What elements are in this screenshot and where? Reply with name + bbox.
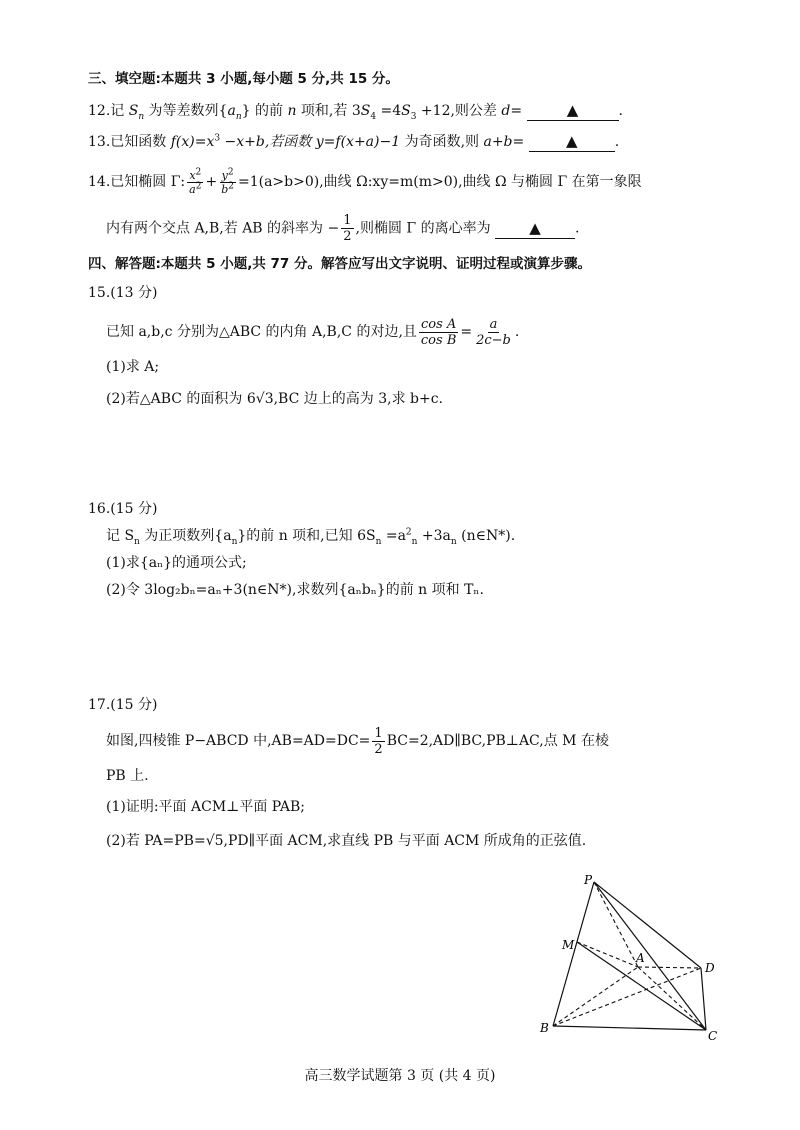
q16-title: 16.(15 分) xyxy=(88,501,158,517)
question-12 xyxy=(88,101,623,121)
q15-cosB: cos B xyxy=(420,332,457,348)
q17-stem xyxy=(106,726,609,756)
q14-sq: 2 xyxy=(195,180,202,191)
q17-part-1: (1)证明:平面 ACM⊥平面 PAB; xyxy=(106,799,306,815)
q14-frac-y xyxy=(219,166,236,196)
q15-eq: = xyxy=(460,324,473,340)
q13-fx: f(x)=x xyxy=(170,134,215,150)
q17-text: 如图,四棱锥 P−ABCD 中,AB=AD=DC= xyxy=(106,733,371,749)
q16-stem xyxy=(106,526,515,546)
edge-BC xyxy=(553,1026,706,1030)
q12-s: S xyxy=(401,103,411,119)
q15-text: ,BC 边上的高为 3,求 b+c. xyxy=(273,391,444,407)
q16-text: +3a xyxy=(417,528,451,544)
edge-AB xyxy=(553,967,638,1026)
q12-end: . xyxy=(618,103,623,119)
q14-a: a xyxy=(189,182,196,196)
q12-sub-n: n xyxy=(235,111,242,122)
q12-text: 项和,若 3 xyxy=(296,103,361,119)
q14-frac-x xyxy=(187,166,203,196)
q14-text: 14.已知椭圆 Γ: xyxy=(88,174,186,190)
q16-sub: n xyxy=(450,536,457,547)
q15-sqrt: √3 xyxy=(255,391,274,407)
q14-b: b xyxy=(221,182,229,196)
q12-s: S xyxy=(128,103,139,119)
q15-end: . xyxy=(514,324,520,340)
q15-text: (2)若△ABC 的面积为 6 xyxy=(106,391,256,407)
q14-text: ,则椭圆 Γ 的离心率为 xyxy=(355,220,491,237)
q12-sub: 4 xyxy=(370,111,377,122)
q16-text: (n∈N*). xyxy=(456,528,516,544)
q16-sub: n xyxy=(134,536,140,547)
q14-text: 内有两个交点 A,B,若 AB 的斜率为 − xyxy=(106,220,340,237)
q12-text: 12.记 xyxy=(88,103,129,119)
q15-a: a xyxy=(489,316,498,332)
q17-stem-line-2: PB 上. xyxy=(106,768,149,784)
q12-text: +12,则公差 xyxy=(416,103,502,119)
q12-text: } 的前 xyxy=(241,103,288,119)
q15-part-2 xyxy=(106,389,443,409)
q12-n: n xyxy=(287,103,297,119)
q12-a: a xyxy=(227,103,236,119)
q14-x: x xyxy=(189,168,196,182)
q14-half-den: 2 xyxy=(343,229,352,244)
q13-answer-blank[interactable] xyxy=(529,132,615,152)
page-footer: 高三数学试题第 3 页 (共 4 页) xyxy=(304,1068,496,1084)
q15-stem xyxy=(106,317,519,347)
q14-y: y xyxy=(221,168,228,182)
q13-y: y=f(x+a)−1 xyxy=(315,134,401,150)
section-4-header: 四、解答题:本题共 5 小题,共 77 分。解答应写出文字说明、证明过程或演算步骤。 xyxy=(88,256,592,272)
q15-frac-cos xyxy=(419,318,458,347)
triangle-icon: ▲ xyxy=(566,101,579,119)
q15-frac-side xyxy=(474,318,513,347)
q12-eq: = xyxy=(510,103,523,119)
q13-end: . xyxy=(614,134,620,150)
q15-title: 15.(13 分) xyxy=(88,285,158,301)
triangle-icon: ▲ xyxy=(565,132,578,150)
q16-sub: n xyxy=(231,536,238,547)
q16-text: =a xyxy=(381,528,406,544)
label-M: M xyxy=(562,938,575,952)
q12-s: S xyxy=(360,103,371,119)
question-14-line-1 xyxy=(88,168,642,196)
q15-part-1: (1)求 A; xyxy=(106,359,160,375)
label-D: D xyxy=(705,961,715,975)
edge-PB xyxy=(553,882,594,1026)
q14-end: . xyxy=(575,220,580,237)
q13-text: 为奇函数,则 xyxy=(400,134,484,150)
q14-answer-blank[interactable] xyxy=(495,219,575,239)
q13-ab: a+b xyxy=(483,134,513,150)
q17-half-den: 2 xyxy=(374,741,383,757)
q14-sq: 2 xyxy=(227,166,234,177)
q13-sup: 3 xyxy=(214,133,221,144)
q12-d: d xyxy=(501,103,511,119)
section-3-header: 三、填空题:本题共 3 小题,每小题 5 分,共 15 分。 xyxy=(88,71,399,87)
q13-text: −x+b,若函数 xyxy=(220,134,316,150)
label-B: B xyxy=(540,1021,549,1035)
q14-half xyxy=(341,214,353,243)
label-C: C xyxy=(708,1029,718,1043)
edge-PA xyxy=(594,882,638,967)
edge-DC xyxy=(701,968,706,1030)
q12-sub: 3 xyxy=(410,111,417,122)
q13-text: 13.已知函数 xyxy=(88,134,171,150)
question-14-line-2 xyxy=(106,214,580,243)
q16-sub: n xyxy=(411,536,418,547)
q14-plus: + xyxy=(205,174,218,190)
q14-sq: 2 xyxy=(195,166,202,177)
edge-AC xyxy=(638,967,706,1030)
triangle-icon: ▲ xyxy=(529,218,541,237)
q15-text: 已知 a,b,c 分别为△ABC 的内角 A,B,C 的对边,且 xyxy=(106,324,417,340)
label-A: A xyxy=(636,951,645,965)
q14-half-num: 1 xyxy=(343,213,352,228)
q12-answer-blank[interactable] xyxy=(527,101,619,121)
q17-half-num: 1 xyxy=(374,725,383,741)
edge-AD xyxy=(638,967,701,968)
q16-text: 记 S xyxy=(106,528,135,544)
q14-text: =1(a>b>0),曲线 Ω:xy=m(m>0),曲线 Ω 与椭圆 Γ 在第一象限 xyxy=(237,174,642,190)
q17-title: 17.(15 分) xyxy=(88,697,158,713)
q16-sub: n xyxy=(375,536,382,547)
q16-sup: 2 xyxy=(405,527,412,538)
q14-sq: 2 xyxy=(228,180,234,191)
q15-2cb: 2c−b xyxy=(476,332,511,348)
q17-text: BC=2,AD∥BC,PB⊥AC,点 M 在棱 xyxy=(386,733,609,749)
question-13 xyxy=(88,132,619,152)
q15-cosA: cos A xyxy=(420,316,457,332)
q13-eq: = xyxy=(512,134,525,150)
q17-part-2: (2)若 PA=PB=√5,PD∥平面 ACM,求直线 PB 与平面 ACM 所成角的正弦值. xyxy=(106,833,587,849)
q16-text: }的前 n 项和,已知 6S xyxy=(237,528,376,544)
q16-text: 为正项数列{a xyxy=(139,528,232,544)
q12-text: =4 xyxy=(376,103,402,119)
pyramid-figure xyxy=(530,870,730,1045)
q12-text: 为等差数列{ xyxy=(144,103,228,119)
label-P: P xyxy=(584,873,593,887)
q16-part-2: (2)令 3log₂bₙ=aₙ+3(n∈N*),求数列{aₙbₙ}的前 n 项和 Tₙ. xyxy=(106,582,484,598)
q16-part-1: (1)求{aₙ}的通项公式; xyxy=(106,555,247,571)
q17-half xyxy=(372,727,384,756)
q12-sub-n: n xyxy=(138,111,145,122)
